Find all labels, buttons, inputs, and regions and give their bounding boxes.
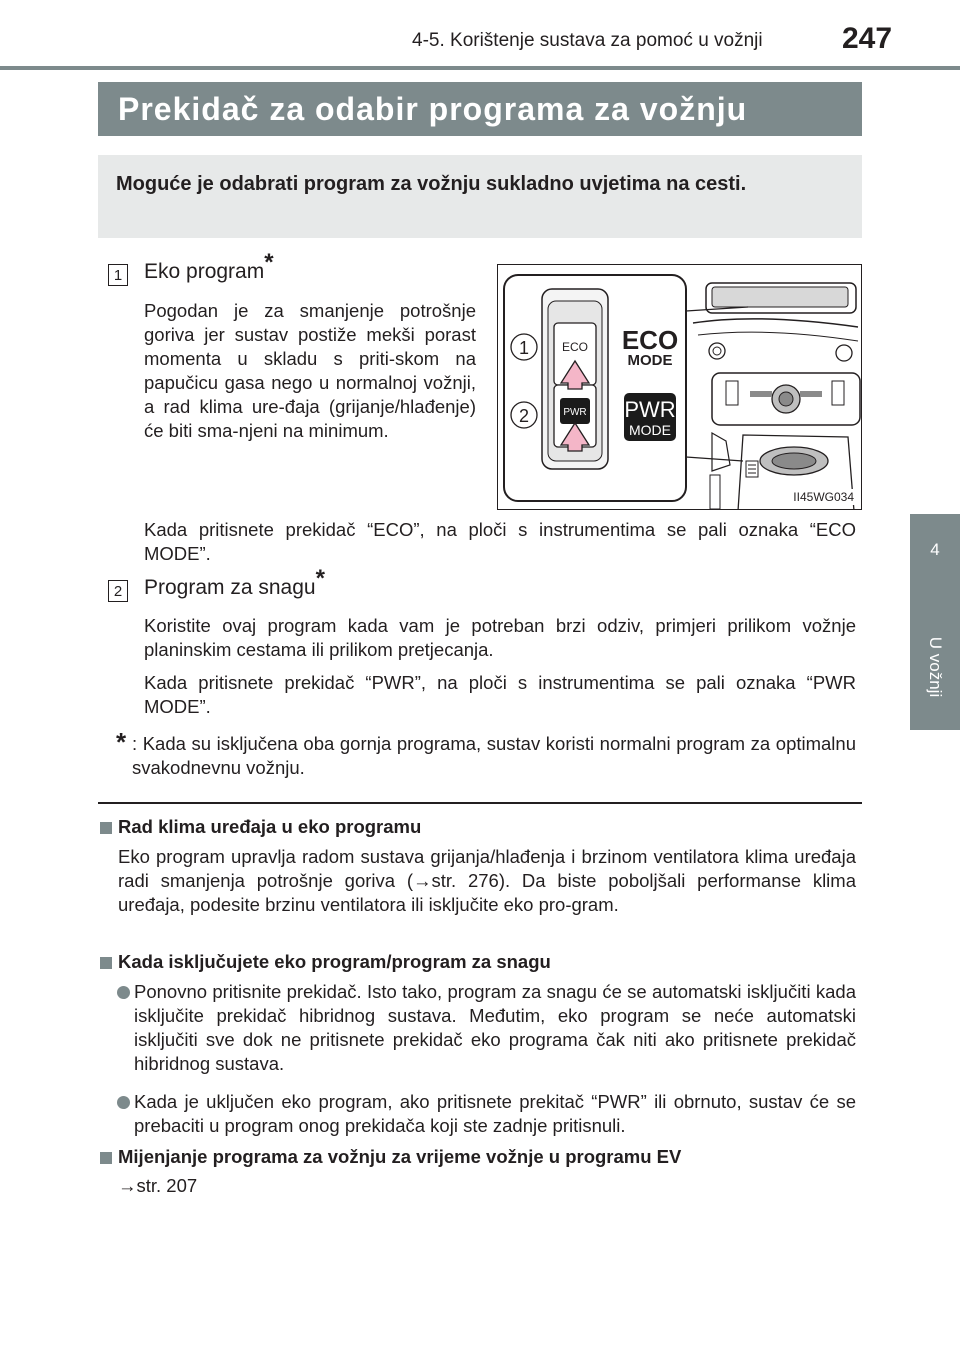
eco-description: Pogodan je za smanjenje potrošnje goriva jer sustav postiže mekši porast momenta u skladu s priti-skom na papučicu gasa nego u normalnoj vožnji, a rad klima ure-đaja (grijanje/hlađenje) će biti sma-njeni na minimum. <box>144 300 476 441</box>
eco-mode-line2: MODE <box>627 352 673 369</box>
pwr-mode-line1: PWR <box>624 397 676 422</box>
footnote-mark: * <box>116 727 127 757</box>
pwr-button-label: PWR <box>563 407 587 418</box>
switch-illustration <box>497 264 862 510</box>
running-header: 4-5. Korištenje sustava za pomoć u vožnji <box>412 30 763 51</box>
pwr-description: Koristite ovaj program kada vam je potreban brzi odziv, primjeri prilikom vožnje planinskim cestama ili prilikom pretjecanja. <box>144 615 856 660</box>
asterisk-mark: * <box>264 249 274 276</box>
console-drawing <box>498 265 862 510</box>
eco-indicator-note: Kada pritisnete prekidač “ECO”, na ploči s instrumentima se pali oznaka “ECO MODE”. <box>144 519 856 564</box>
section-title: Prekidač za odabir programa za vožnju <box>98 82 862 136</box>
item-title-eco <box>144 249 274 284</box>
item-title-eco-text: Eko program <box>144 260 265 283</box>
item-title-pwr-text: Program za snagu <box>144 576 316 599</box>
page-number: 247 <box>842 22 893 55</box>
chapter-number: 4 <box>930 540 940 559</box>
note-text-ac: Eko program upravlja radom sustava grijanja/hlađenja i brzinom ventilatora klima uređaja radi smanjenja potrošnje goriva (→str. 276). Da biste poboljšali performanse klima uređaja, podesite brzinu ventilatora ili isključite eko pro-gram. <box>118 846 856 915</box>
header-rule <box>0 66 960 70</box>
note-heading-ac: Rad klima uređaja u eko programu <box>118 816 422 837</box>
eco-button-label: ECO <box>561 340 589 354</box>
section-separator <box>98 802 862 804</box>
note-link-ev[interactable]: →str. 207 <box>118 1175 198 1196</box>
item-title-pwr <box>144 565 325 600</box>
note-heading-ev: Mijenjanje programa za vožnju za vrijeme vožnje u programu EV <box>118 1146 682 1167</box>
item-number-2: 2 <box>108 580 128 602</box>
square-bullet-icon <box>100 1152 112 1164</box>
intro-box <box>98 155 862 238</box>
callout-1: 1 <box>518 338 530 358</box>
note-bullet-2: Kada je uključen eko program, ako pritisnete prekitač “PWR” ili obrnuto, sustav će se prebaciti u program onog prekidača koji ste zadnje pritisnuli. <box>134 1091 856 1136</box>
chapter-label: U vožnji <box>926 636 945 698</box>
pwr-indicator-note: Kada pritisnete prekidač “PWR”, na ploči s instrumentima se pali oznaka “PWR MODE”. <box>144 672 856 717</box>
intro-text: Moguće je odabrati program za vožnju sukladno uvjetima na cesti. <box>116 173 747 195</box>
figure-code: II45WG034 <box>790 489 857 505</box>
square-bullet-icon <box>100 957 112 969</box>
round-bullet-icon <box>117 986 130 999</box>
note-heading-deactivate: Kada isključujete eko program/program za snagu <box>118 951 551 972</box>
callout-2: 2 <box>518 406 530 426</box>
note-bullet-1: Ponovno pritisnite prekidač. Isto tako, program za snagu će se automatski isključiti kada isključite prekidač hibridnog sustava. Međutim, eko program se neće automatski isključiti sve dok ne pritisnete prekidač eko programa čak niti ako pritisnete prekidač hibridnog sustava. <box>134 981 856 1074</box>
square-bullet-icon <box>100 822 112 834</box>
pwr-mode-line2: MODE <box>629 422 671 438</box>
eco-mode-line1: ECO <box>621 325 679 355</box>
round-bullet-icon <box>117 1096 130 1109</box>
item-number-1: 1 <box>108 264 128 286</box>
footnote-text: : Kada su isključena oba gornja programa, sustav koristi normalni program za optimalnu svakodnevnu vožnju. <box>132 733 856 778</box>
asterisk-mark: * <box>315 565 325 592</box>
